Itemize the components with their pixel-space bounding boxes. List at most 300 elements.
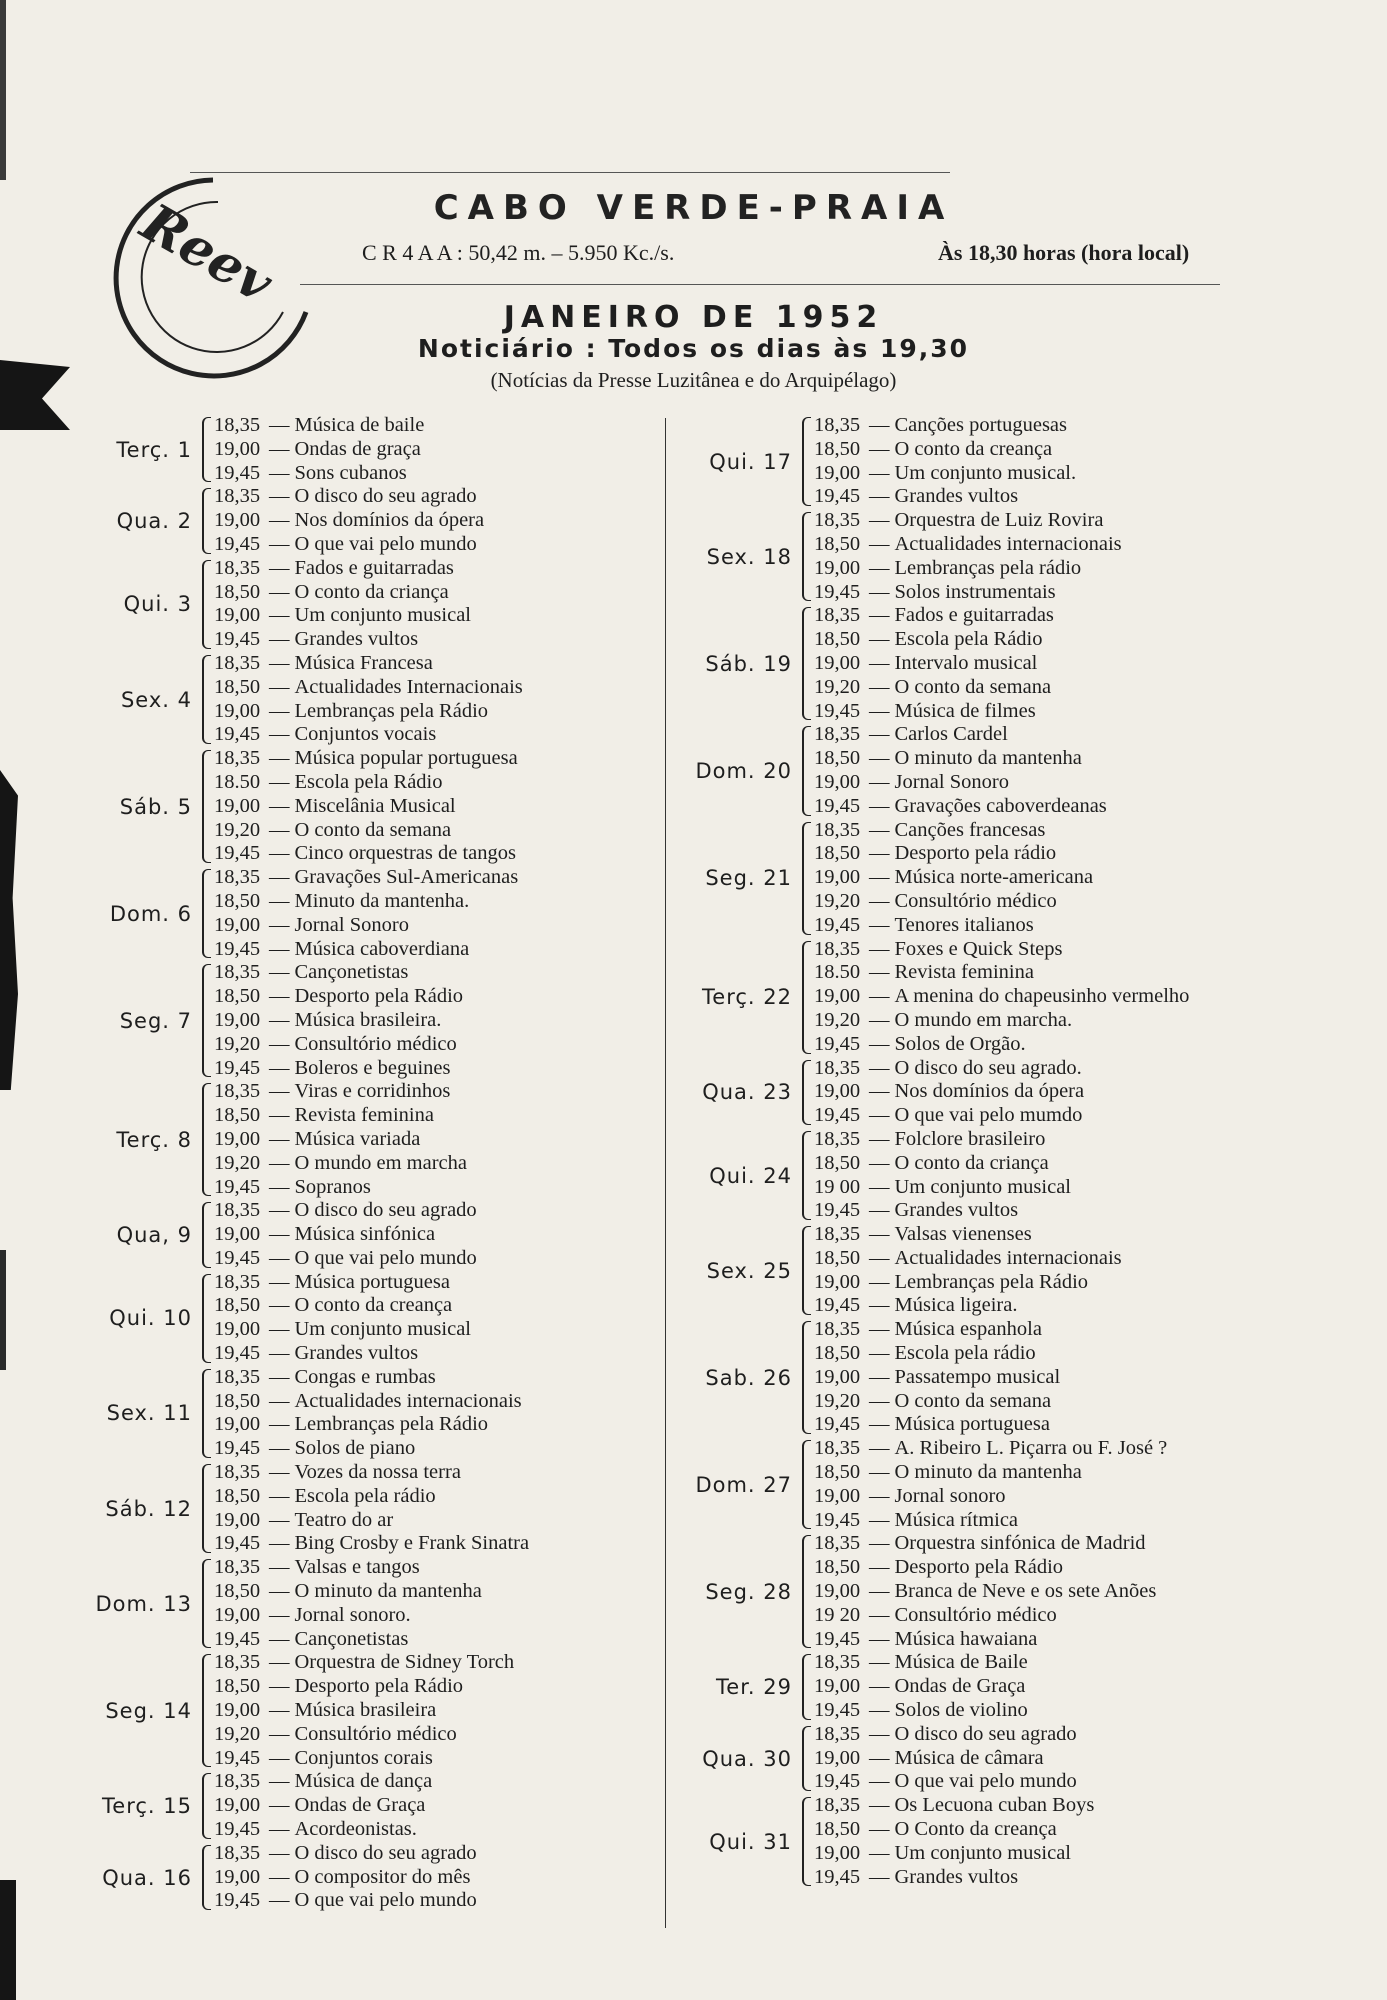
program-time: 19,00	[214, 1008, 261, 1031]
program-time: 19,45	[214, 937, 261, 960]
day-label: Dom. 6	[109, 901, 192, 926]
program-list	[214, 747, 650, 866]
program-time: 19,00	[814, 1675, 861, 1698]
program-item	[214, 604, 650, 628]
program-time: 19,45	[214, 1175, 261, 1198]
program-title: O que vai pelo mundo	[894, 1770, 1077, 1793]
program-item	[814, 1152, 1322, 1176]
program-title: Música Francesa	[294, 651, 433, 674]
program-item	[814, 1033, 1322, 1057]
separator-dash: —	[869, 1270, 890, 1293]
day-label: Terç. 8	[116, 1127, 192, 1152]
separator-dash: —	[269, 509, 290, 532]
program-title: O mundo em marcha.	[894, 1008, 1073, 1031]
program-time: 19,00	[214, 699, 261, 722]
separator-dash: —	[869, 1246, 890, 1269]
program-item	[214, 1889, 650, 1913]
brace	[802, 822, 811, 935]
day-label: Qui. 17	[709, 449, 792, 474]
program-time: 19,45	[214, 1627, 261, 1650]
day-block	[90, 1080, 650, 1199]
program-time: 19,00	[814, 1580, 861, 1603]
program-title: Desporto pela Rádio	[294, 985, 464, 1008]
program-list	[814, 1318, 1322, 1437]
program-time: 18,35	[814, 1794, 861, 1817]
program-item	[814, 985, 1322, 1009]
program-list	[214, 1842, 650, 1913]
day-label: Qua. 2	[116, 509, 192, 534]
brace	[802, 1060, 811, 1125]
program-item	[214, 581, 650, 605]
program-title: Teatro do ar	[294, 1508, 394, 1531]
program-title: O que vai pelo mundo	[294, 1246, 477, 1269]
program-item	[214, 985, 650, 1009]
day-block	[90, 1842, 650, 1913]
program-time: 18,50	[214, 1104, 261, 1127]
program-item	[214, 1318, 650, 1342]
program-time: 18,50	[814, 437, 861, 460]
program-item	[214, 1747, 650, 1771]
day-block	[682, 1532, 1322, 1651]
separator-dash: —	[269, 1675, 290, 1698]
separator-dash: —	[269, 485, 290, 508]
program-list	[214, 1461, 650, 1556]
program-item	[214, 1413, 650, 1437]
program-item	[214, 1485, 650, 1509]
separator-dash: —	[869, 961, 890, 984]
program-item	[214, 1770, 650, 1794]
program-time: 18,35	[814, 1722, 861, 1745]
program-title: Actualidades internacionais	[894, 532, 1122, 555]
program-title: O conto da criança	[894, 1151, 1049, 1174]
program-list	[214, 1080, 650, 1199]
program-item	[214, 1128, 650, 1152]
column-divider	[665, 418, 666, 1928]
separator-dash: —	[269, 675, 290, 698]
program-item	[814, 1437, 1322, 1461]
program-time: 19 00	[814, 1175, 861, 1198]
program-time: 19,00	[814, 651, 861, 674]
program-item	[214, 1556, 650, 1580]
brace	[202, 1464, 211, 1553]
program-time: 18,50	[214, 1675, 261, 1698]
program-item	[814, 1723, 1322, 1747]
program-item	[214, 1723, 650, 1747]
separator-dash: —	[269, 1294, 290, 1317]
separator-dash: —	[869, 556, 890, 579]
separator-dash: —	[869, 1722, 890, 1745]
program-title: Solos instrumentais	[894, 580, 1056, 603]
program-time: 18,35	[214, 747, 261, 770]
day-block	[682, 1318, 1322, 1437]
program-time: 19,45	[814, 1413, 861, 1436]
program-time: 19,45	[814, 794, 861, 817]
program-item	[214, 1509, 650, 1533]
program-item	[814, 652, 1322, 676]
brace	[802, 1654, 811, 1719]
brace	[802, 1440, 811, 1529]
program-title: Actualidades internacionais	[294, 1389, 522, 1412]
day-label: Terç. 22	[702, 985, 792, 1010]
program-item	[814, 1461, 1322, 1485]
program-item	[214, 890, 650, 914]
program-time: 19,00	[214, 1699, 261, 1722]
program-time: 18,35	[214, 556, 261, 579]
program-time: 18,35	[214, 651, 261, 674]
program-time: 18,35	[814, 1532, 861, 1555]
separator-dash: —	[869, 1556, 890, 1579]
news-line: Noticiário : Todos os dias às 19,30	[417, 334, 970, 363]
brace	[802, 512, 811, 601]
program-item	[214, 1818, 650, 1842]
program-time: 18,35	[814, 1651, 861, 1674]
program-item	[814, 1628, 1322, 1652]
separator-dash: —	[869, 1199, 890, 1222]
program-list	[214, 1366, 650, 1461]
program-item	[214, 676, 650, 700]
program-list	[814, 1437, 1322, 1532]
day-label: Qua. 30	[702, 1746, 792, 1771]
program-list	[814, 1223, 1322, 1318]
program-title: O que vai pelo mundo	[294, 532, 477, 555]
program-item	[814, 1532, 1322, 1556]
separator-dash: —	[869, 1365, 890, 1388]
day-label: Dom. 13	[95, 1591, 192, 1616]
day-block	[90, 1366, 650, 1461]
program-title: Sopranos	[294, 1175, 371, 1198]
separator-dash: —	[269, 889, 290, 912]
separator-dash: —	[269, 1223, 290, 1246]
program-list	[814, 819, 1322, 938]
separator-dash: —	[869, 1127, 890, 1150]
program-title: Desporto pela rádio	[894, 842, 1057, 865]
day-block	[90, 1556, 650, 1651]
logo-text: Reev	[131, 191, 283, 315]
program-title: Ondas de Graça	[294, 1794, 426, 1817]
program-item	[814, 1580, 1322, 1604]
separator-dash: —	[269, 1722, 290, 1745]
program-list	[814, 1057, 1322, 1128]
day-label: Dom. 20	[695, 758, 792, 783]
day-label: Sex. 4	[120, 687, 192, 712]
program-title: Cinco orquestras de tangos	[294, 842, 516, 865]
program-time: 19,00	[814, 1270, 861, 1293]
program-time: 19,45	[214, 628, 261, 651]
program-title: A menina do chapeusinho vermelho	[894, 985, 1190, 1008]
day-block	[682, 414, 1322, 509]
program-item	[814, 1009, 1322, 1033]
separator-dash: —	[869, 1818, 890, 1841]
separator-dash: —	[269, 985, 290, 1008]
separator-dash: —	[269, 937, 290, 960]
separator-dash: —	[269, 699, 290, 722]
frequency-info: C R 4 A A : 50,42 m. – 5.950 Kc./s.	[362, 240, 675, 265]
brace	[202, 1559, 211, 1648]
day-block	[682, 723, 1322, 818]
program-time: 18,35	[814, 1437, 861, 1460]
program-time: 19,45	[814, 1508, 861, 1531]
program-title: Jornal Sonoro	[294, 913, 409, 936]
program-time: 19,45	[214, 1437, 261, 1460]
separator-dash: —	[269, 1151, 290, 1174]
program-item	[214, 533, 650, 557]
separator-dash: —	[869, 913, 890, 936]
program-time: 19,20	[814, 889, 861, 912]
program-title: Valsas e tangos	[294, 1556, 420, 1579]
program-item	[814, 1223, 1322, 1247]
program-time: 18,50	[214, 580, 261, 603]
separator-dash: —	[869, 747, 890, 770]
program-time: 18,35	[214, 866, 261, 889]
program-item	[214, 771, 650, 795]
separator-dash: —	[269, 1484, 290, 1507]
program-list	[814, 414, 1322, 509]
program-time: 19,20	[814, 1008, 861, 1031]
program-time: 18.50	[814, 961, 861, 984]
program-item	[814, 1509, 1322, 1533]
day-block	[90, 1651, 650, 1770]
day-label: Sáb. 19	[705, 651, 792, 676]
program-title: Música de baile	[294, 414, 425, 436]
separator-dash: —	[869, 1627, 890, 1650]
program-time: 18.50	[214, 770, 261, 793]
program-item	[814, 1128, 1322, 1152]
day-block	[682, 938, 1322, 1057]
separator-dash: —	[269, 794, 290, 817]
program-time: 18,35	[214, 485, 261, 508]
program-time: 19,45	[214, 1818, 261, 1841]
separator-dash: —	[269, 1699, 290, 1722]
program-time: 19,45	[214, 723, 261, 746]
separator-dash: —	[269, 580, 290, 603]
program-title: Escola pela Rádio	[894, 628, 1043, 651]
program-item	[214, 1223, 650, 1247]
program-title: Cançonetistas	[294, 1627, 409, 1650]
program-item	[214, 1271, 650, 1295]
program-item	[214, 509, 650, 533]
program-list	[214, 1199, 650, 1270]
program-item	[214, 652, 650, 676]
program-title: O disco do seu agrado.	[894, 1056, 1082, 1079]
program-time: 19,00	[214, 1318, 261, 1341]
day-label: Qui. 10	[109, 1306, 192, 1331]
separator-dash: —	[269, 1794, 290, 1817]
day-block	[682, 1437, 1322, 1532]
program-title: A. Ribeiro L. Piçarra ou F. José ?	[894, 1437, 1168, 1460]
separator-dash: —	[269, 1841, 290, 1864]
program-time: 19,00	[214, 1508, 261, 1531]
separator-dash: —	[869, 1318, 890, 1341]
program-time: 18,50	[814, 532, 861, 555]
day-block	[682, 1057, 1322, 1128]
separator-dash: —	[869, 1413, 890, 1436]
day-label: Terç. 15	[102, 1794, 192, 1819]
program-title: Escola pela rádio	[894, 1342, 1036, 1365]
program-time: 18,35	[214, 1770, 261, 1793]
program-time: 19,20	[214, 818, 261, 841]
brace	[202, 750, 211, 863]
program-time: 19,45	[214, 1746, 261, 1769]
separator-dash: —	[269, 723, 290, 746]
program-item	[814, 1318, 1322, 1342]
program-list	[814, 1723, 1322, 1794]
program-title: O compositor do mês	[294, 1865, 471, 1888]
separator-dash: —	[269, 1651, 290, 1674]
program-item	[814, 1747, 1322, 1771]
separator-dash: —	[869, 1008, 890, 1031]
program-time: 18,50	[214, 889, 261, 912]
program-time: 19,00	[214, 437, 261, 460]
program-item	[814, 628, 1322, 652]
program-title: Canções portuguesas	[894, 414, 1067, 436]
program-item	[214, 1057, 650, 1081]
program-item	[214, 1104, 650, 1128]
day-label: Sáb. 12	[105, 1496, 192, 1521]
program-list	[214, 414, 650, 485]
day-block	[90, 1461, 650, 1556]
program-title: Música brasileira	[294, 1699, 437, 1722]
program-title: Folclore brasileiro	[894, 1127, 1046, 1150]
program-title: O disco do seu agrado	[294, 485, 477, 508]
program-item	[814, 485, 1322, 509]
program-time: 18,35	[814, 1127, 861, 1150]
separator-dash: —	[269, 1127, 290, 1150]
program-item	[214, 866, 650, 890]
separator-dash: —	[869, 985, 890, 1008]
day-label: Seg. 14	[105, 1698, 192, 1723]
separator-dash: —	[869, 532, 890, 555]
program-item	[814, 1390, 1322, 1414]
separator-dash: —	[269, 770, 290, 793]
separator-dash: —	[869, 461, 890, 484]
program-time: 18,35	[214, 1080, 261, 1103]
program-time: 19,00	[214, 1223, 261, 1246]
separator-dash: —	[269, 818, 290, 841]
day-label: Seg. 7	[119, 1008, 192, 1033]
program-title: Música de filmes	[894, 699, 1036, 722]
program-item	[214, 557, 650, 581]
separator-dash: —	[869, 770, 890, 793]
program-title: Música popular portuguesa	[294, 747, 518, 770]
program-item	[814, 533, 1322, 557]
program-item	[814, 1413, 1322, 1437]
program-time: 19,45	[814, 1199, 861, 1222]
program-title: Sons cubanos	[294, 461, 407, 484]
day-block	[90, 747, 650, 866]
program-item	[814, 604, 1322, 628]
day-block	[90, 961, 650, 1080]
program-title: Escola pela rádio	[294, 1484, 436, 1507]
separator-dash: —	[869, 1746, 890, 1769]
program-item	[814, 1699, 1322, 1723]
program-time: 19,45	[214, 532, 261, 555]
program-title: Solos de piano	[294, 1437, 416, 1460]
schedule-left-column	[90, 414, 650, 1913]
day-label: Seg. 28	[705, 1579, 792, 1604]
program-time: 19,00	[214, 604, 261, 627]
program-title: Fados e guitarradas	[294, 556, 454, 579]
program-title: Nos domínios da ópera	[294, 509, 485, 532]
program-item	[814, 1271, 1322, 1295]
separator-dash: —	[869, 937, 890, 960]
program-item	[214, 1628, 650, 1652]
program-item	[214, 961, 650, 985]
separator-dash: —	[269, 1080, 290, 1103]
program-time: 18,35	[214, 1365, 261, 1388]
program-time: 19,45	[814, 1104, 861, 1127]
program-time: 19,45	[814, 1865, 861, 1888]
separator-dash: —	[869, 1841, 890, 1864]
program-item	[814, 1057, 1322, 1081]
brace	[802, 1797, 811, 1886]
program-title: Ondas de Graça	[894, 1675, 1026, 1698]
program-item	[814, 1199, 1322, 1223]
separator-dash: —	[869, 1104, 890, 1127]
program-title: Música brasileira.	[294, 1008, 442, 1031]
program-item	[814, 1176, 1322, 1200]
separator-dash: —	[269, 1199, 290, 1222]
program-time: 18,35	[814, 818, 861, 841]
program-time: 19,00	[814, 1365, 861, 1388]
separator-dash: —	[869, 1080, 890, 1103]
separator-dash: —	[869, 1532, 890, 1555]
program-item	[814, 700, 1322, 724]
program-item	[814, 1866, 1322, 1890]
separator-dash: —	[869, 866, 890, 889]
brace	[202, 869, 211, 958]
program-time: 19,45	[814, 485, 861, 508]
separator-dash: —	[269, 1318, 290, 1341]
program-time: 19,00	[214, 794, 261, 817]
program-time: 19,00	[214, 509, 261, 532]
separator-dash: —	[869, 723, 890, 746]
day-label: Qui. 24	[709, 1163, 792, 1188]
program-time: 18,35	[814, 1318, 861, 1341]
program-title: Solos de Orgão.	[894, 1032, 1026, 1055]
program-time: 19,45	[814, 1770, 861, 1793]
program-time: 19,45	[214, 1246, 261, 1269]
program-item	[814, 1342, 1322, 1366]
program-item	[214, 1342, 650, 1366]
program-item	[814, 1842, 1322, 1866]
program-time: 19,45	[814, 699, 861, 722]
program-item	[214, 819, 650, 843]
program-title: Jornal Sonoro	[894, 770, 1009, 793]
program-time: 19,20	[214, 1722, 261, 1745]
program-title: Actualidades Internacionais	[294, 675, 523, 698]
brace	[802, 417, 811, 506]
separator-dash: —	[869, 1342, 890, 1365]
day-block	[682, 1128, 1322, 1223]
news-source: (Notícias da Presse Luzitânea e do Arquipélago)	[490, 368, 897, 392]
program-title: O disco do seu agrado	[294, 1199, 477, 1222]
day-block	[90, 557, 650, 652]
program-title: Congas e rumbas	[294, 1365, 436, 1388]
program-list	[814, 1794, 1322, 1889]
program-title: O que vai pelo mumdo	[894, 1104, 1083, 1127]
program-item	[214, 1866, 650, 1890]
program-list	[814, 938, 1322, 1057]
program-item	[814, 462, 1322, 486]
day-label: Qua. 16	[102, 1865, 192, 1890]
program-item	[214, 1080, 650, 1104]
program-time: 19,45	[814, 1294, 861, 1317]
program-title: Gravações Sul-Americanas	[294, 866, 519, 889]
brace	[802, 726, 811, 815]
separator-dash: —	[869, 651, 890, 674]
separator-dash: —	[869, 1651, 890, 1674]
brace	[202, 1369, 211, 1458]
